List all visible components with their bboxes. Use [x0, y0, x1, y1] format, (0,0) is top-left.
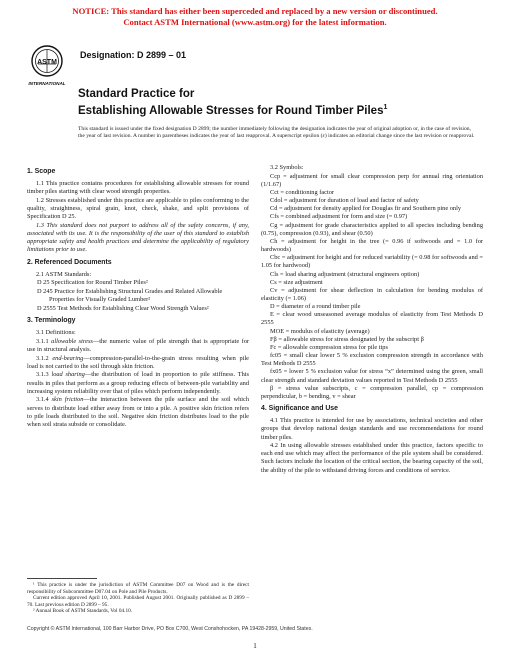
designation: Designation: D 2899 – 01 [80, 50, 187, 60]
supersede-notice [0, 6, 510, 28]
def-text: —the interaction between the pile surface and the soil which serves to distribute load either away from or into a pile. A positive skin friction refers to pile loads distributed to the soil. Negative skin friction distributes load to the pile when soil strata subside or consolidate. [27, 396, 249, 428]
symbol-item: MOE = modulus of elasticity (average) [270, 327, 370, 335]
copyright-line: Copyright © ASTM International, 100 Barr Harbor Drive, PO Box C700, West Conshohocken, PA 19428-2959, United States. [27, 626, 313, 632]
section-3-heading: 3. Terminology [27, 317, 76, 324]
symbol-item: Cs = size adjustment [270, 278, 323, 286]
symbol-item: Ch = adjustment for height in the tree (= 0.96 if softwoods and = 1.0 for hardwoods) [261, 237, 483, 254]
ref-d245: D 245 Practice for Establishing Structural Grades and Related Allowable Properties for Visually Graded Lumber² [37, 288, 223, 304]
para-4-1: 4.1 This practice is intended for use by associations, technical societies and other groups that develop national design standards and use recommendations for round timber piles. [261, 417, 483, 441]
def-number: 3.1.4 [36, 396, 49, 404]
symbol-item: Cdol = adjustment for duration of load and factor of safety [270, 197, 419, 205]
symbol-item: Cls = load sharing adjustment (structural engineers option) [270, 270, 420, 278]
symbol-list [261, 173, 483, 401]
section-2-heading: 2. Referenced Documents [27, 258, 112, 266]
footnote-1b: Current edition approved April 10, 2001. Published August 2001. Originally published as D 2899 – 70. Last previous edition D 2899 – 95. [27, 595, 249, 608]
def-term: end-bearing [52, 354, 84, 362]
standard-note: This standard is issued under the fixed designation D 2899; the number immediately following the designation indicates the year of original adoption or, in the case of revision, the year of last revision. A number in parentheses indicates the year of last reapproval. A superscript epsilon (ε) indicates an editorial change since the last revision or reapproval. [78, 126, 475, 140]
def-text: —the distribution of load in proportion to pile stiffness. This results in piles that perform as a group reducing effects of between-pile variability and increasing system reliability over that of piles which perform independently. [27, 371, 249, 395]
left-column [27, 164, 249, 430]
title-line-1: Standard Practice for [78, 88, 195, 100]
notice-line-1: NOTICE: This standard has either been superceded and replaced by a new version or discontinued. [72, 6, 438, 16]
footnotes [27, 578, 249, 615]
symbol-item: Cct = conditioning factor [270, 188, 335, 196]
def-term: load sharing [51, 371, 85, 379]
symbol-item: Cg = adjustment for grade characteristics applied to all species including bending (0.75), compression (0.93), and shear (0.50) [261, 221, 483, 237]
footnote-1: ¹ This practice is under the jurisdiction of ASTM Committee D07 on Wood and is the direct responsibility of Subcommittee D07.04 on Pole and Pile Products. [27, 582, 249, 595]
def-text: —compression-parallel-to-the-grain stress resulting when pile load is not carried to the soil through skin friction. [27, 354, 249, 370]
ref-d2555: D 2555 Test Methods for Establishing Clear Wood Strength Values² [37, 304, 209, 312]
def-term: skin friction [51, 396, 84, 404]
section-1-heading: 1. Scope [27, 168, 56, 175]
astm-logo-icon [28, 44, 66, 90]
symbol-item: fx05 = lower 5 % exclusion value for stress “x” determined using the green, small clear strength and standard deviation values reported in Test Methods D 2555 [261, 368, 483, 384]
title-line-2 [78, 101, 387, 118]
page-number: 1 [253, 642, 257, 650]
para-2-1: 2.1 ASTM Standards: [36, 270, 92, 278]
para-1-2: 1.2 Stresses established under this practice are applicable to piles conforming to the quality, straightness, spiral grain, knot, check, shake, and split provisions of Specification D 25. [27, 196, 249, 221]
def-term: allowable stress [51, 337, 93, 345]
title-footnote-mark: 1 [383, 104, 388, 111]
def-end-bearing [27, 355, 249, 371]
def-skin-friction [27, 396, 249, 429]
symbol-item: β = stress value subscripts, c = compression parallel, cp = compression perpendicular, b = bending, v = shear [261, 384, 483, 400]
symbol-item: Fc = allowable compression stress for pile tips [270, 343, 388, 351]
def-load-sharing [27, 371, 249, 395]
def-number: 3.1.1 [36, 337, 49, 345]
ref-d25: D 25 Specification for Round Timber Piles² [37, 279, 148, 287]
para-3-2: 3.2 Symbols: [270, 164, 304, 171]
def-number: 3.1.2 [36, 354, 49, 362]
symbol-item: fc05 = small clear lower 5 % exclusion compression strength in accordance with Test Methods D 2555 [261, 352, 483, 368]
title-line-2-text: Establishing Allowable Stresses for Round Timber Piles [78, 104, 384, 117]
def-number: 3.1.3 [36, 371, 49, 379]
notice-line-2: Contact ASTM International (www.astm.org) for the latest information. [123, 17, 387, 27]
symbol-item: Cbc = adjustment for height and for reduced variability (= 0.98 for softwoods and = 1.05 for hardwood) [261, 254, 483, 270]
symbol-item: Cv = adjustment for shear deflection in calculation for bending modulus of elasticity (= 1.06) [261, 286, 483, 302]
para-3-1: 3.1 Definitions: [36, 329, 76, 337]
page-title [78, 88, 387, 118]
para-1-1: 1.1 This practice contains procedures for establishing allowable stresses for round timber piles starting with clear wood strength properties. [27, 180, 249, 196]
symbol-item: D = diameter of a round timber pile [270, 303, 361, 311]
logo-text: ASTM [37, 59, 57, 66]
footnote-divider [27, 578, 97, 579]
symbol-item: Cd = adjustment for density applied for Douglas fir and Southern pine only [270, 205, 462, 213]
symbol-item: Ccp = adjustment for small clear compression perp for annual ring orientation (1/1.67) [261, 172, 483, 188]
logo-subtext: INTERNATIONAL [28, 81, 66, 86]
symbol-item: Fβ = allowable stress for stress designated by the subscript β [270, 335, 424, 343]
section-4-heading: 4. Significance and Use [261, 405, 338, 413]
symbol-item: E = clear wood unseasoned average modulus of elasticity from Test Methods D 2555 [261, 311, 483, 327]
footnote-2: ² Annual Book of ASTM Standards, Vol 04.10. [33, 608, 133, 615]
right-column [261, 164, 483, 475]
symbol-item: Cfs = combined adjustment for form and size (= 0.97) [270, 213, 408, 221]
para-4-2: 4.2 In using allowable stresses established under this practice, factors specific to each end use which may affect the performance of the pile system shall be considered. Such factors include the location of the critical section, the bearing capacity of the soil, the ability of the pile to withstand driving forces and conditions of service. [261, 442, 483, 474]
def-text: —the numeric value of pile strength that is appropriate for use in structural analysis. [27, 337, 250, 353]
para-1-3: 1.3 This standard does not purport to address all of the safety concerns, if any, associated with its use. It is the responsibility of the user of this standard to establish appropriate safety and health practices and determine the applicability of regulatory limitations prior to use. [27, 221, 249, 254]
def-allowable-stress [27, 338, 249, 354]
